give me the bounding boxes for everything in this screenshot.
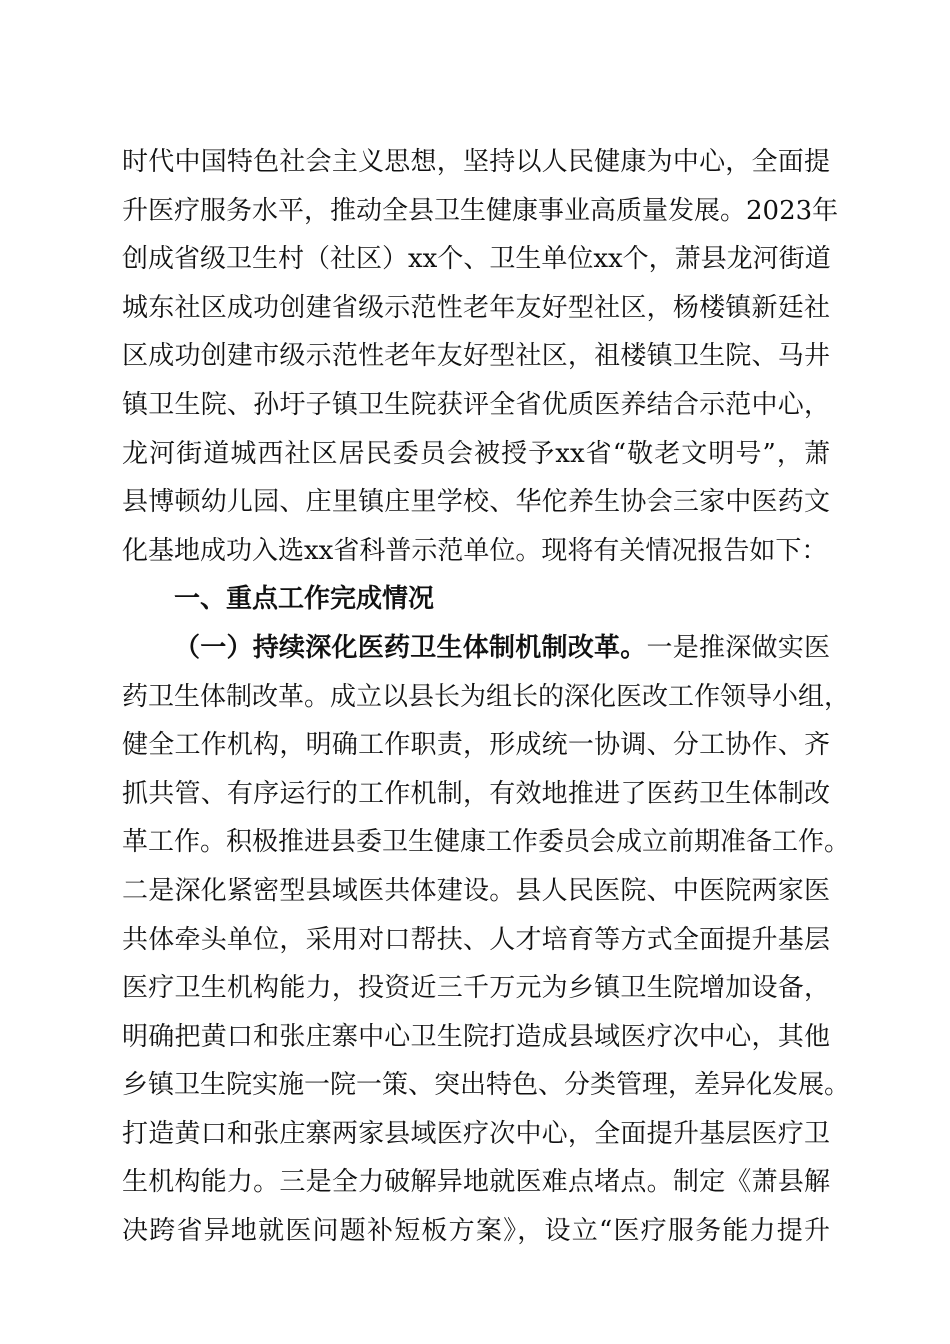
paragraph-line: 时代中国特色社会主义思想，坚持以人民健康为中心，全面提 [122,147,830,177]
paragraph-line: 医疗卫生机构能力，投资近三千万元为乡镇卫生院增加设备， [122,973,830,1004]
paragraph-line: 抓共管、有序运行的工作机制，有效地推进了医药卫生体制改 [122,778,830,809]
paragraph-line: 区成功创建市级示范性老年友好型社区，祖楼镇卫生院、马井 [122,341,830,372]
report-body [122,138,851,1256]
paragraph-line: 健全工作机构，明确工作职责，形成统一协调、分工协作、齐 [122,730,830,761]
paragraph-line: 城东社区成功创建省级示范性老年友好型社区，杨楼镇新廷社 [122,292,830,323]
paragraph-line: 化基地成功入选xx省科普示范单位。现将有关情况报告如下： [122,535,828,566]
paragraph-line: 升医疗服务水平，推动全县卫生健康事业高质量发展。2023年 [122,195,839,226]
paragraph-line: 决跨省异地就医问题补短板方案》，设立“医疗服务能力提升 [122,1216,830,1247]
subsection-first-line [122,624,830,673]
paragraph-line: 共体牵头单位，采用对口帮扶、人才培育等方式全面提升基层 [122,924,830,955]
paragraph-line: 镇卫生院、孙圩子镇卫生院获评全省优质医养结合示范中心， [122,389,830,420]
paragraph-line: 生机构能力。三是全力破解异地就医难点堵点。制定《萧县解 [122,1167,830,1198]
subsection-title: （一）持续深化医药卫生体制机制改革。 [174,632,647,663]
paragraph-line: 龙河街道城西社区居民委员会被授予xx省“敬老文明号”，萧 [122,438,830,469]
paragraph-line: 明确把黄口和张庄寨中心卫生院打造成县域医疗次中心，其他 [122,1021,830,1052]
paragraph-line: 药卫生体制改革。成立以县长为组长的深化医改工作领导小组， [122,681,851,712]
paragraph-line: 县博顿幼儿园、庄里镇庄里学校、华佗养生协会三家中医药文 [122,487,830,518]
paragraph-line: 乡镇卫生院实施一院一策、突出特色、分类管理，差异化发展。 [122,1070,851,1101]
paragraph-line: 革工作。积极推进县委卫生健康工作委员会成立前期准备工作。 [122,827,851,858]
subsection-first-line-text: 一是推深做实医 [646,632,830,663]
paragraph-line: 打造黄口和张庄寨两家县域医疗次中心，全面提升基层医疗卫 [122,1118,830,1149]
paragraph-line: 二是深化紧密型县域医共体建设。县人民医院、中医院两家医 [122,875,830,906]
paragraph-line: 创成省级卫生村（社区）xx个、卫生单位xx个，萧县龙河街道 [122,244,831,275]
section-heading: 一、重点工作完成情况 [174,584,435,615]
